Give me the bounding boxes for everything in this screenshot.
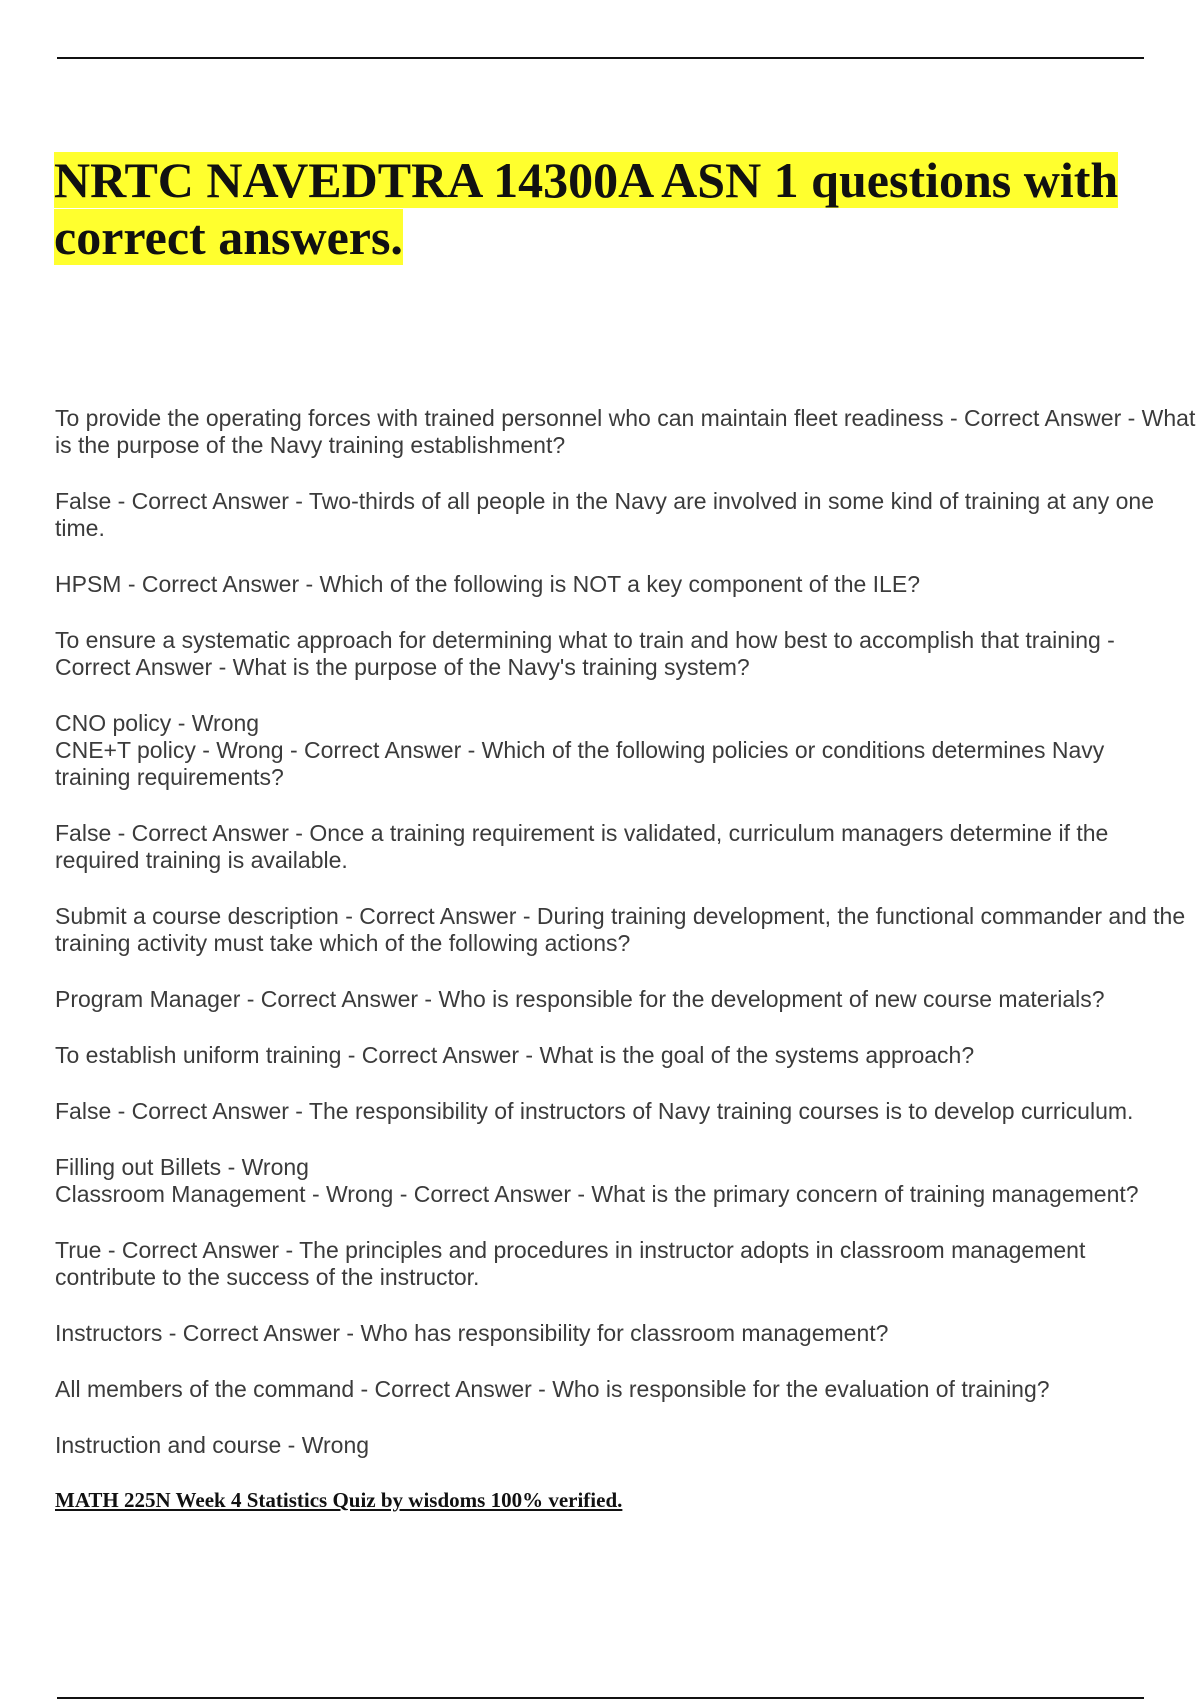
qa-item-13: Instructors - Correct Answer - Who has responsibility for classroom management? (55, 1320, 889, 1346)
qa-item-10: False - Correct Answer - The responsibility of instructors of Navy training courses is to develop curriculum. (55, 1098, 1134, 1124)
qa-item-4: To ensure a systematic approach for determining what to train and how best to accomplish that training - Correct Answer - What is the purpose of the Navy's training system? (55, 627, 1115, 680)
qa-item-7: Submit a course description - Correct Answer - During training development, the functional commander and the training activity must take which of the following actions? (55, 903, 1186, 956)
qa-item-5-line-1: CNO policy - Wrong (55, 710, 260, 736)
qa-item-3: HPSM - Correct Answer - Which of the following is NOT a key component of the ILE? (55, 571, 920, 597)
qa-item-5-line-2: CNE+T policy - Wrong - Correct Answer - Which of the following policies or conditions determines Navy training requirements? (55, 737, 1105, 790)
qa-item-2: False - Correct Answer - Two-thirds of all people in the Navy are involved in some kind of training at any one time. (55, 488, 1155, 541)
qa-list (55, 405, 1200, 1488)
qa-item-12: True - Correct Answer - The principles and procedures in instructor adopts in classroom management contribute to the success of the instructor. (55, 1237, 1086, 1290)
qa-item-6: False - Correct Answer - Once a training requirement is validated, curriculum managers determine if the required training is available. (55, 820, 1109, 873)
qa-item-8: Program Manager - Correct Answer - Who is responsible for the development of new course materials? (55, 986, 1105, 1012)
qa-item-11 (55, 1154, 1200, 1208)
qa-item-1: To provide the operating forces with trained personnel who can maintain fleet readiness - Correct Answer - What is the purpose of the Navy training establishment? (55, 405, 1196, 458)
qa-item-11-line-2: Classroom Management - Wrong - Correct Answer - What is the primary concern of training management? (55, 1181, 1139, 1207)
top-rule (57, 57, 1144, 59)
related-document-link[interactable]: MATH 225N Week 4 Statistics Quiz by wisdoms 100% verified. (55, 1488, 623, 1512)
qa-item-11-line-1: Filling out Billets - Wrong (55, 1154, 309, 1180)
qa-item-5 (55, 710, 1170, 791)
qa-item-15: Instruction and course - Wrong (55, 1432, 370, 1458)
qa-item-9: To establish uniform training - Correct Answer - What is the goal of the systems approach? (55, 1042, 975, 1068)
document-title: NRTC NAVEDTRA 14300A ASN 1 questions with correct answers. (54, 152, 1119, 265)
qa-item-14: All members of the command - Correct Answer - Who is responsible for the evaluation of training? (55, 1376, 1050, 1402)
bottom-rule (57, 1697, 1144, 1699)
